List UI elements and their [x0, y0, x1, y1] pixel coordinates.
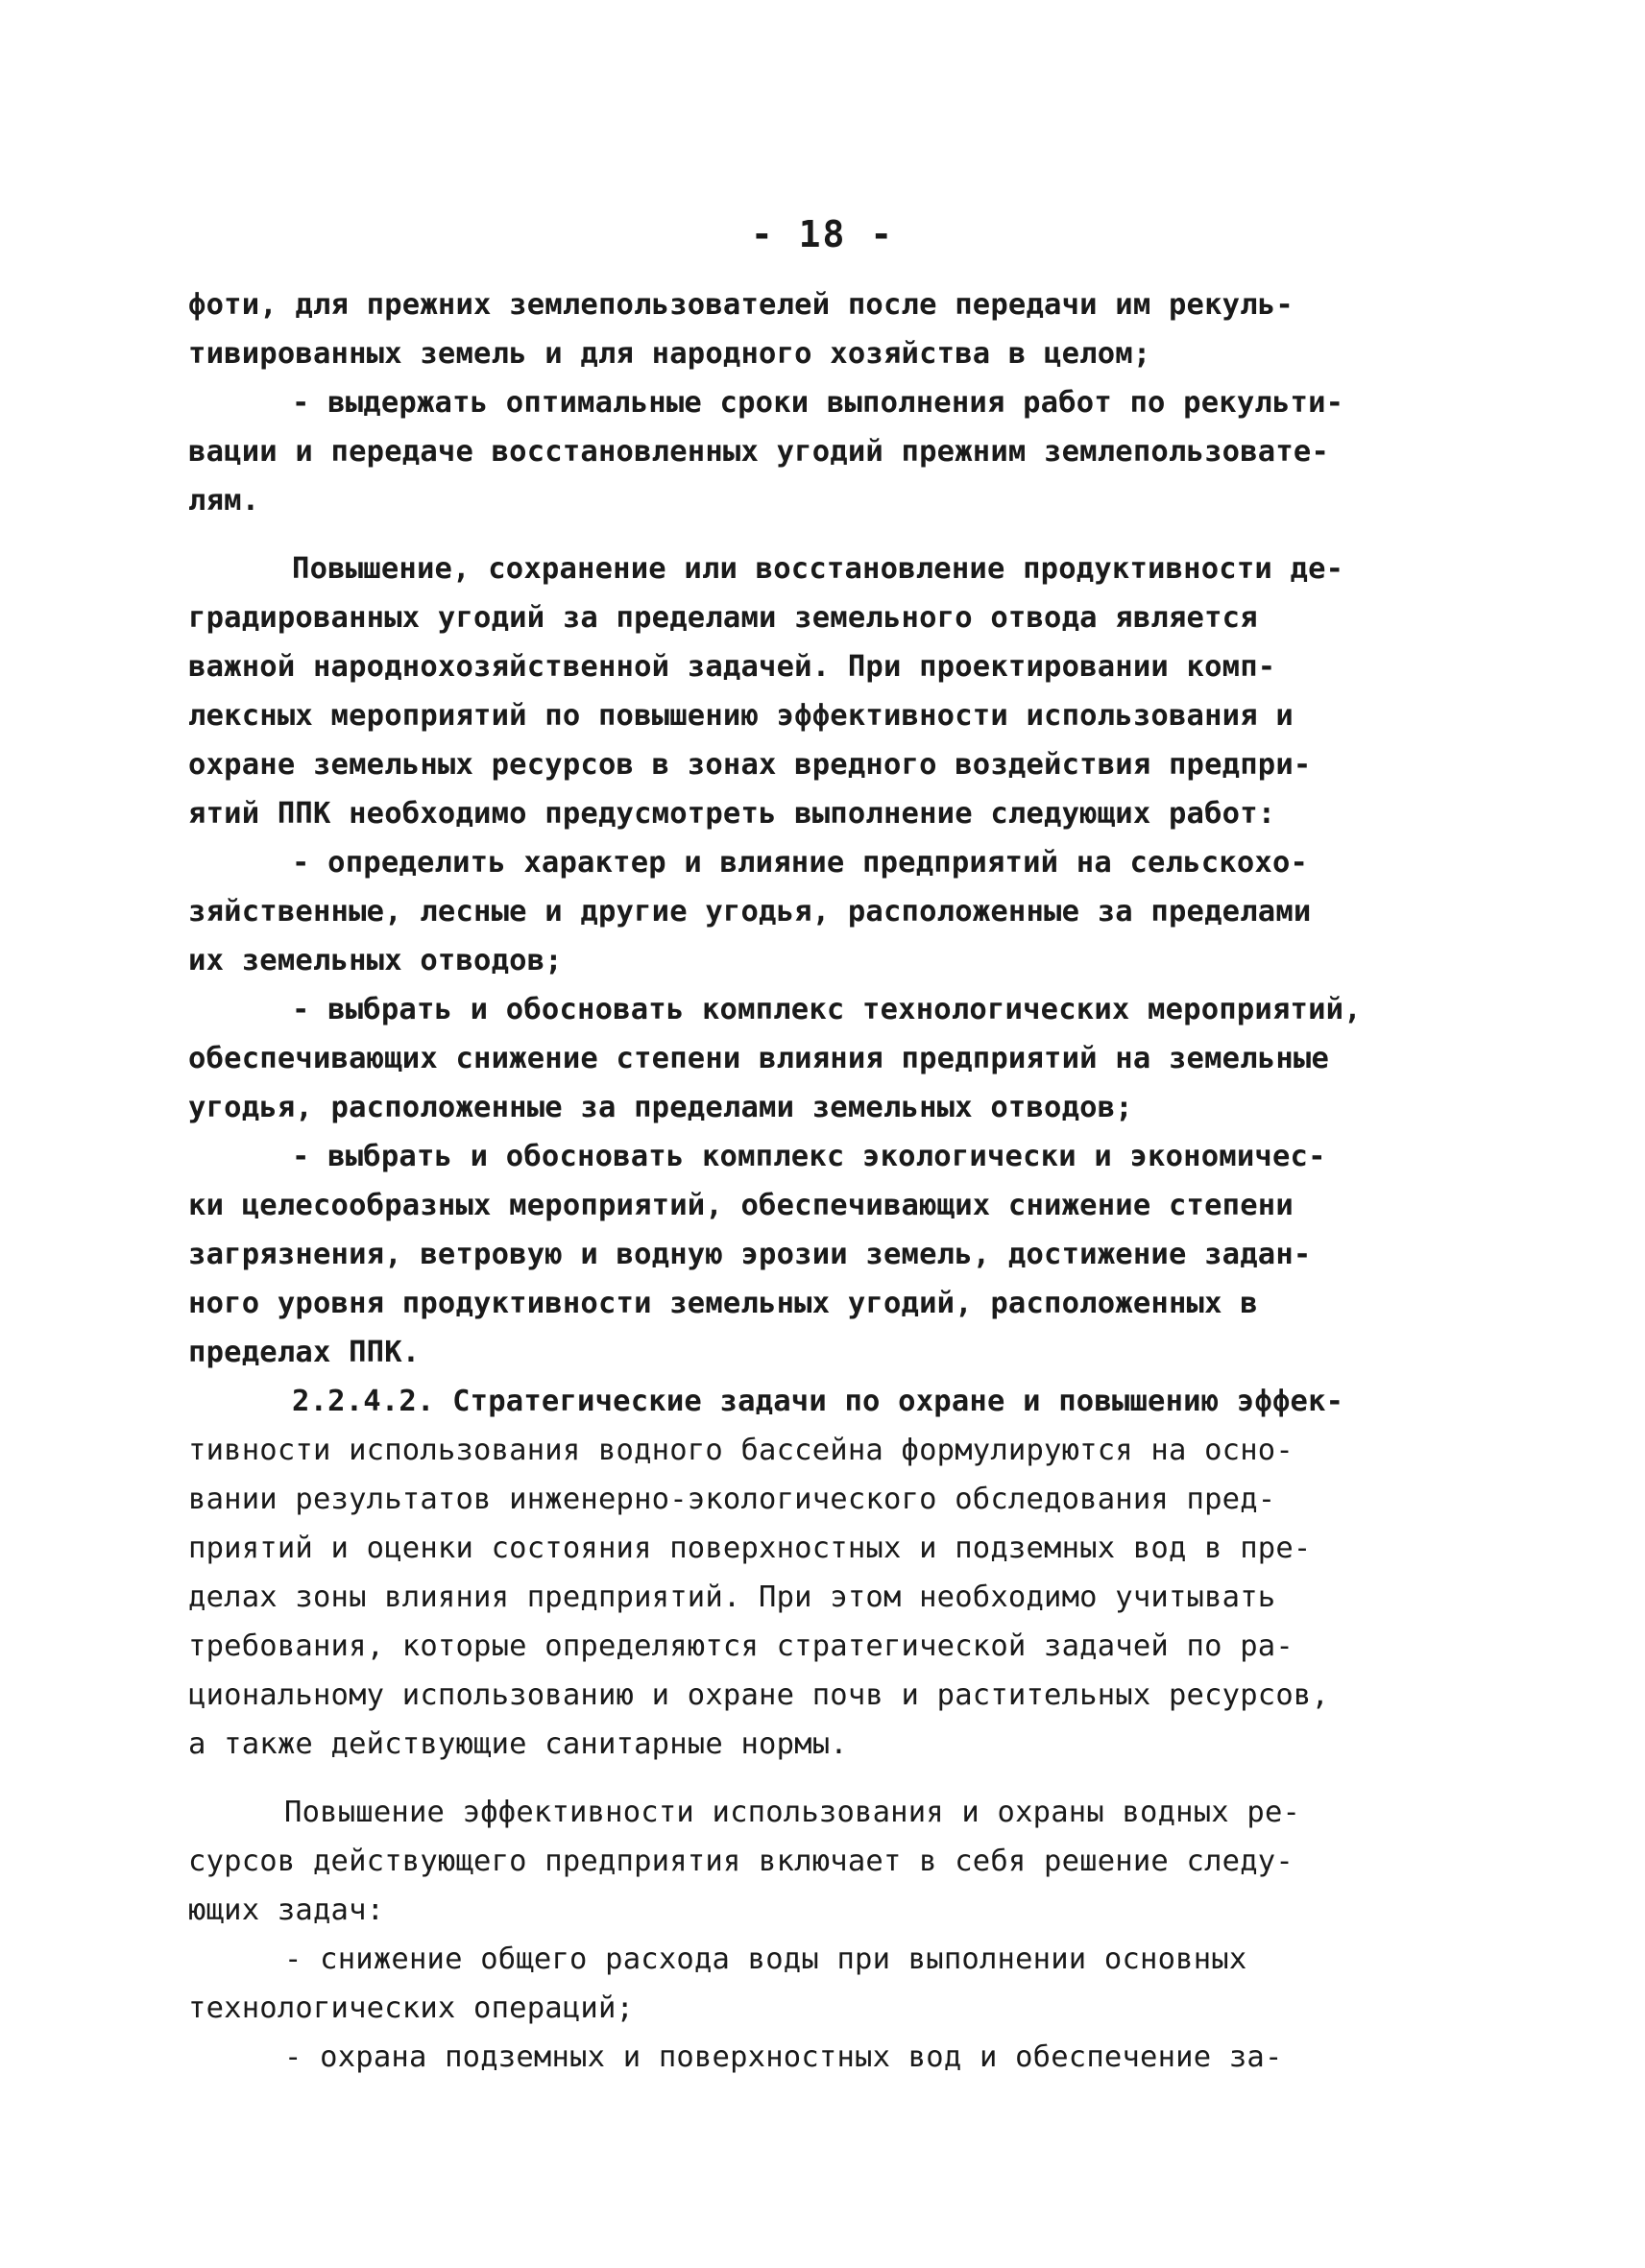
text-line: ющих задач: — [188, 1894, 385, 1927]
text-line: технологических операций; — [188, 1991, 635, 2025]
text-line: ятий ППК необходимо предусмотреть выполнение следующих работ: — [188, 797, 1276, 831]
text-line: обеспечивающих снижение степени влияния предприятий на земельные — [188, 1042, 1330, 1075]
text-line: пределах ППК. — [188, 1336, 421, 1369]
paragraph-gap — [188, 525, 1475, 544]
text-line: вации и передаче восстановленных угодий прежним землепользовате- — [188, 435, 1330, 469]
text-line: - охрана подземных и поверхностных вод и обеспечение за- — [284, 2040, 1283, 2074]
text-line: ного уровня продуктивности земельных угодий, расположенных в — [188, 1287, 1258, 1320]
text-line: циональному использованию и охране почв и растительных ресурсов, — [188, 1678, 1330, 1712]
text-line: требования, которые определяются стратегической задачей по ра- — [188, 1629, 1294, 1663]
text-line: Повышение, сохранение или восстановление продуктивности де- — [292, 552, 1344, 586]
text-line: угодья, расположенные за пределами земельных отводов; — [188, 1091, 1133, 1124]
text-line: охране земельных ресурсов в зонах вредного воздействия предпри- — [188, 748, 1312, 782]
paragraph-gap — [188, 1769, 1475, 1788]
text-line: - выбрать и обосновать комплекс экологически и экономичес- — [292, 1140, 1326, 1173]
text-line: лексных мероприятий по повышению эффективности использования и — [188, 699, 1294, 733]
text-line: тивированных земель и для народного хозяйства в целом; — [188, 337, 1151, 371]
text-line: загрязнения, ветровую и водную эрозии земель, достижение задан- — [188, 1238, 1312, 1271]
text-line: сурсов действующего предприятия включает в себя решение следу- — [188, 1845, 1294, 1878]
text-line: градированных угодий за пределами земельного отвода является — [188, 601, 1258, 635]
text-line: тивности использования водного бассейна формулируются на осно- — [188, 1434, 1294, 1467]
text-line: Повышение эффективности использования и охраны водных ре- — [284, 1796, 1301, 1829]
text-line: а также действующие санитарные нормы. — [188, 1727, 848, 1761]
text-line: делах зоны влияния предприятий. При этом необходимо учитывать — [188, 1580, 1276, 1614]
text-line: лям. — [188, 484, 260, 518]
text-line: вании результатов инженерно-экологического обследования пред- — [188, 1483, 1276, 1516]
text-line: фоти, для прежних землепользователей после передачи им рекуль- — [188, 288, 1294, 322]
text-line: зяйственные, лесные и другие угодья, расположенные за пределами — [188, 895, 1312, 929]
text-line: ки целесообразных мероприятий, обеспечивающих снижение степени — [188, 1189, 1294, 1222]
text-line: - снижение общего расхода воды при выполнении основных — [284, 1942, 1247, 1976]
page-number: - 18 - — [750, 213, 895, 255]
text-line: - выбрать и обосновать комплекс технологических мероприятий, — [292, 993, 1362, 1026]
text-line: важной народнохозяйственной задачей. При проектировании комп- — [188, 650, 1276, 684]
text-line: их земельных отводов; — [188, 944, 563, 977]
text-line: - определить характер и влияние предприятий на сельскохо- — [292, 846, 1309, 880]
text-line: приятий и оценки состояния поверхностных и подземных вод в пре- — [188, 1532, 1312, 1565]
body-text — [188, 280, 1475, 2082]
text-line: - выдержать оптимальные сроки выполнения работ по рекульти- — [292, 386, 1344, 420]
text-line: 2.2.4.2. Стратегические задачи по охране и повышению эффек- — [292, 1385, 1344, 1418]
